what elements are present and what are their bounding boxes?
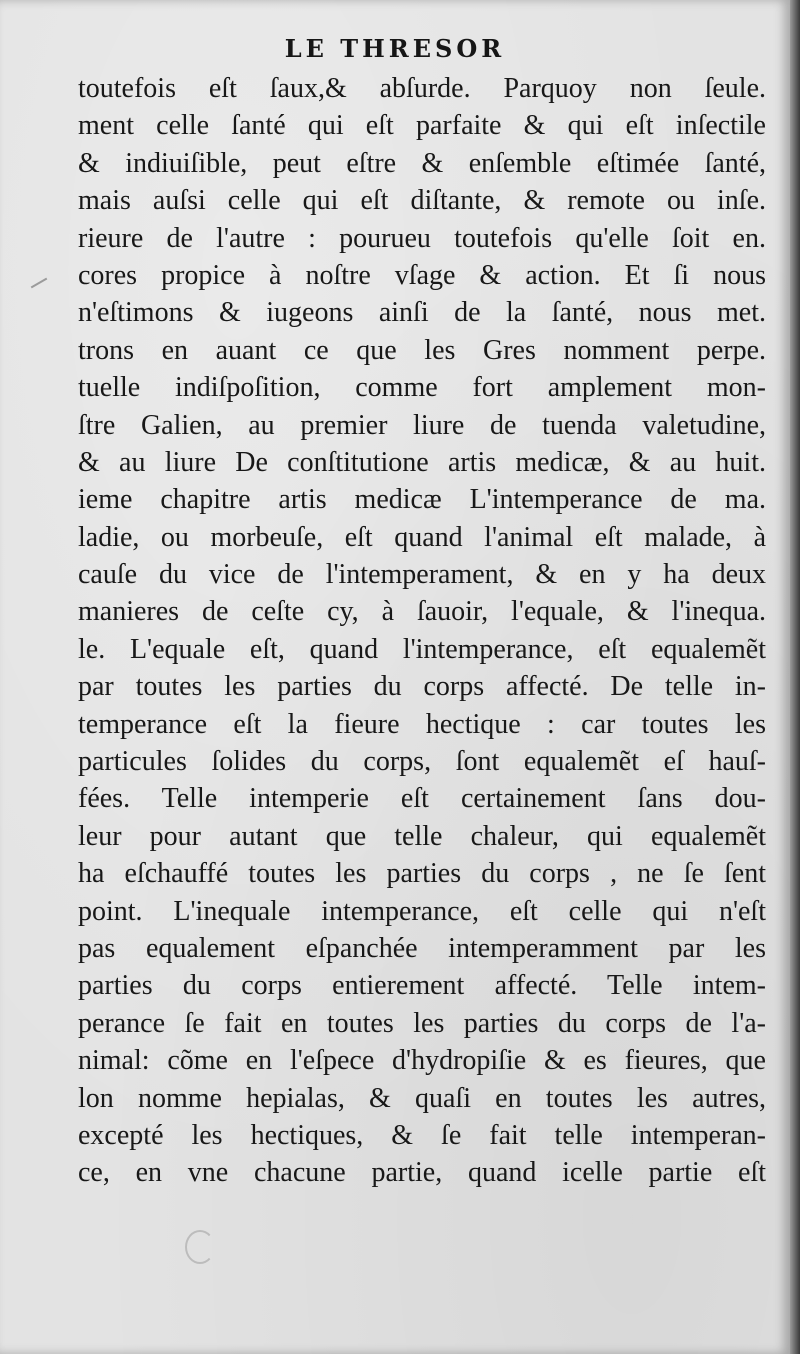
text-line: nimal: cõme en l'eſpece d'hydropiſie & es fieures, que (78, 1045, 766, 1077)
text-line: perance ſe fait en toutes les parties du corps de l'a- (78, 1007, 766, 1039)
text-line: ſtre Galien, au premier liure de tuenda valetudine, (78, 409, 766, 441)
text-line: ieme chapitre artis medicæ L'intemperance de ma. (78, 484, 766, 516)
text-line: mais auſsi celle qui eſt diſtante, & remote ou inſe. (78, 185, 766, 217)
text-line: ha eſchauffé toutes les parties du corps , ne ſe ſent (78, 858, 766, 890)
text-block (78, 70, 766, 1192)
text-line: parties du corps entierement affecté. Telle intem- (78, 970, 766, 1002)
text-line: ce, en vne chacune partie, quand icelle partie eſt (78, 1157, 766, 1189)
text-line: rieure de l'autre : pourueu toutefois qu'elle ſoit en. (78, 222, 766, 254)
text-line: tuelle indiſpoſition, comme fort amplement mon- (78, 372, 766, 404)
text-line: manieres de ceſte cy, à ſauoir, l'equale, & l'inequa. (78, 596, 766, 628)
text-line: temperance eſt la fieure hectique : car toutes les (78, 708, 766, 740)
page-edge-shadow (790, 0, 800, 1354)
text-line: trons en auant ce que les Gres nomment perpe. (78, 334, 766, 366)
text-line: & indiuiſible, peut eſtre & enſemble eſtimée ſanté, (78, 147, 766, 179)
text-line: pas equalement eſpanchée intemperamment par les (78, 932, 766, 964)
running-head: LE THRESOR (284, 34, 506, 63)
text-line: cauſe du vice de l'intemperament, & en y ha deux (78, 559, 766, 591)
text-line: fées. Telle intemperie eſt certainement ſans dou- (78, 783, 766, 815)
text-line: excepté les hectiques, & ſe fait telle intemperan- (78, 1119, 766, 1151)
text-line: par toutes les parties du corps affecté. De telle in- (78, 671, 766, 703)
margin-mark (31, 278, 48, 289)
text-line: ladie, ou morbeuſe, eſt quand l'animal eſt malade, à (78, 521, 766, 553)
text-line: & au liure De conſtitutione artis medicæ, & au huit. (78, 446, 766, 478)
paper-smudge (185, 1230, 215, 1264)
text-line: lon nomme hepialas, & quaſi en toutes les autres, (78, 1082, 766, 1114)
text-line: ment celle ſanté qui eſt parfaite & qui eſt inſectile (78, 110, 766, 142)
text-line: leur pour autant que telle chaleur, qui equalemẽt (78, 820, 766, 852)
text-line: point. L'inequale intemperance, eſt celle qui n'eſt (78, 895, 766, 927)
text-line: n'eſtimons & iugeons ainſi de la ſanté, nous met. (78, 297, 766, 329)
text-line: cores propice à noſtre vſage & action. Et ſi nous (78, 259, 766, 291)
text-line: le. L'equale eſt, quand l'intemperance, eſt equalemẽt (78, 633, 766, 665)
text-line: toutefois eſt ſaux,& abſurde. Parquoy non ſeule. (78, 73, 766, 104)
text-line: particules ſolides du corps, ſont equalemẽt eſ hauſ- (78, 746, 766, 778)
